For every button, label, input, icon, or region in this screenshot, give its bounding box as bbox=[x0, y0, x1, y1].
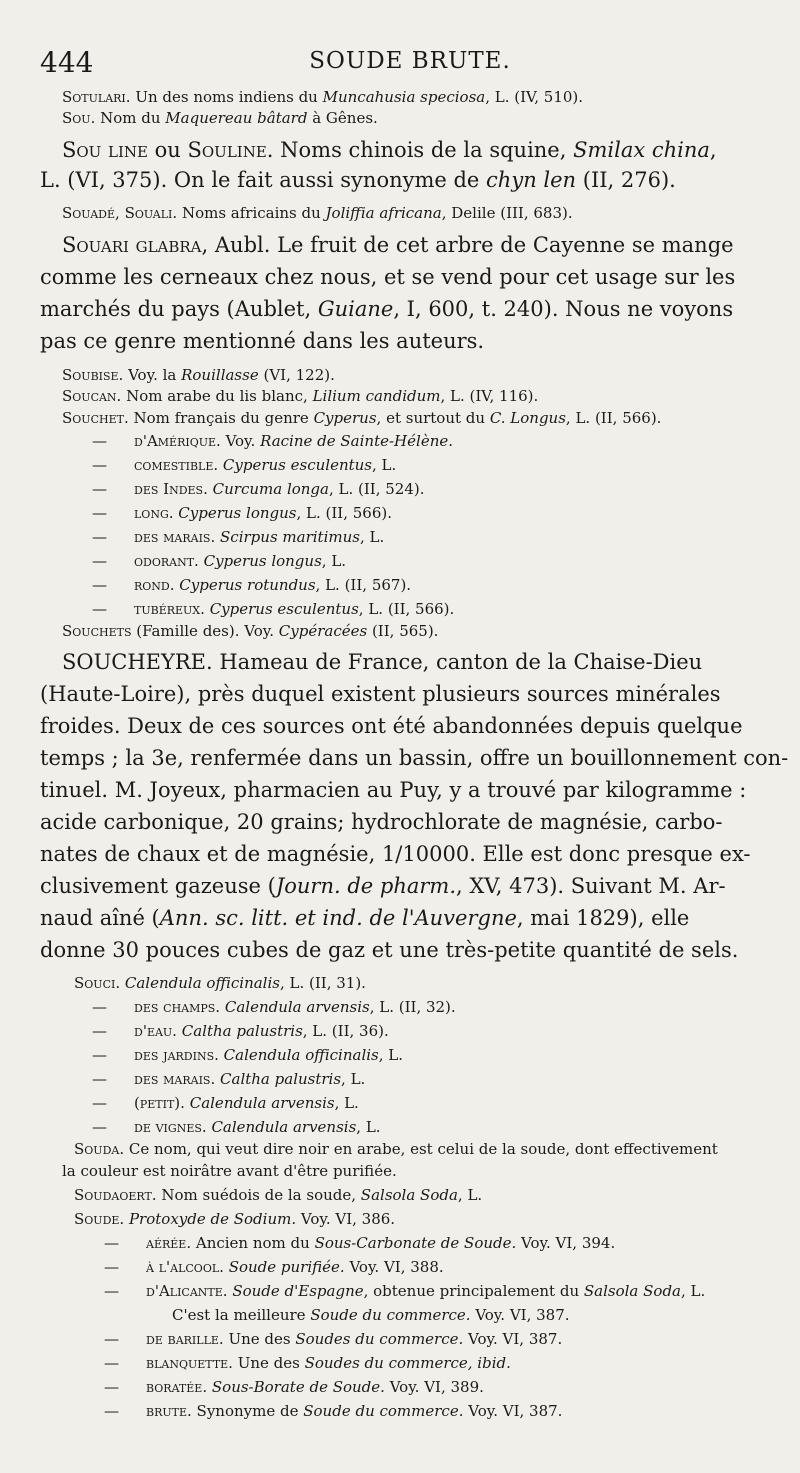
text-line bbox=[40, 682, 800, 706]
text-segment: — bbox=[92, 432, 107, 450]
text-segment: blanquette. bbox=[146, 1354, 233, 1372]
text-segment: temps ; la 3e, renfermée dans un bassin, offre un bouillonnement con- bbox=[40, 746, 789, 770]
text-segment: , Aubl. Le fruit de cet arbre de Cayenne se mange bbox=[201, 233, 734, 257]
text-segment: , L. (II, 31). bbox=[279, 974, 366, 992]
text-segment: — bbox=[92, 552, 107, 570]
text-segment: Voy. VI, 389. bbox=[384, 1378, 484, 1396]
text-line bbox=[74, 1140, 800, 1158]
text-segment: Salsola Soda bbox=[583, 1282, 681, 1300]
text-segment: — bbox=[104, 1282, 119, 1300]
text-segment: (Famille des). Voy. bbox=[131, 622, 279, 640]
text-segment: d'eau. bbox=[134, 1022, 177, 1040]
text-line bbox=[40, 297, 800, 321]
text-line bbox=[92, 576, 800, 594]
text-segment: Journ. de pharm. bbox=[275, 874, 456, 898]
text-segment: — bbox=[92, 1022, 107, 1040]
text-segment: — bbox=[92, 456, 107, 474]
text-segment: , bbox=[115, 204, 125, 222]
text-segment: nates de chaux et de magnésie, 1/10000. Elle est donc presque ex- bbox=[40, 842, 751, 866]
text-segment: Souali. bbox=[124, 204, 178, 222]
text-segment: Sous-Carbonate de Soude. bbox=[314, 1234, 517, 1252]
text-segment: Nom français du genre bbox=[128, 409, 314, 427]
text-segment: tubéreux. bbox=[134, 600, 205, 618]
text-segment: Calendula arvensis bbox=[224, 998, 370, 1016]
text-segment: — bbox=[92, 1118, 107, 1136]
text-line bbox=[104, 1330, 800, 1348]
text-segment: , L. (II, 566). bbox=[565, 409, 662, 427]
text-segment: Souline. bbox=[187, 138, 274, 162]
text-segment: Sou. bbox=[62, 109, 96, 127]
text-segment: Soudes du commerce. bbox=[295, 1330, 464, 1348]
text-segment: — bbox=[104, 1258, 119, 1276]
text-segment: Caltha palustris bbox=[220, 1070, 342, 1088]
text-line bbox=[172, 1306, 800, 1324]
text-segment: , L. bbox=[457, 1186, 483, 1204]
text-segment: Rouillasse bbox=[181, 366, 259, 384]
text-line bbox=[104, 1354, 800, 1372]
text-segment: — bbox=[92, 528, 107, 546]
text-segment: des champs. bbox=[134, 998, 221, 1016]
text-segment: Nom arabe du lis blanc, bbox=[121, 387, 313, 405]
text-line bbox=[74, 1186, 800, 1204]
text-line bbox=[104, 1234, 800, 1252]
text-segment: ou bbox=[147, 138, 188, 162]
text-segment: Muncahusia speciosa bbox=[322, 88, 486, 106]
text-line bbox=[40, 874, 800, 898]
text-segment: — bbox=[92, 576, 107, 594]
text-segment: , L. bbox=[321, 552, 347, 570]
text-segment: Synonyme de bbox=[191, 1402, 304, 1420]
text-segment: des Indes. bbox=[134, 480, 208, 498]
text-segment: (VI, 122). bbox=[258, 366, 335, 384]
text-line bbox=[62, 622, 800, 640]
text-line bbox=[40, 265, 800, 289]
text-segment: , Delile (III, 683). bbox=[441, 204, 573, 222]
text-segment: , mai 1829), elle bbox=[516, 906, 690, 930]
text-segment: , L. (II, 566). bbox=[296, 504, 393, 522]
text-segment: donne 30 pouces cubes de gaz et une très-petite quantité de sels. bbox=[40, 938, 739, 962]
text-line bbox=[92, 1094, 800, 1112]
text-segment: Voy. VI, 387. bbox=[463, 1330, 563, 1348]
text-line bbox=[92, 528, 800, 546]
text-segment: — bbox=[104, 1402, 119, 1420]
text-line bbox=[40, 714, 800, 738]
text-segment: Voy. la bbox=[123, 366, 182, 384]
text-segment: de barille. bbox=[146, 1330, 224, 1348]
text-segment: Voy. VI, 394. bbox=[516, 1234, 616, 1252]
text-segment: , L. bbox=[341, 1070, 366, 1088]
text-segment: , I, 600, t. 240). Nous ne voyons bbox=[393, 297, 734, 321]
text-segment: , L. bbox=[372, 456, 397, 474]
text-segment: Voy. VI, 386. bbox=[296, 1210, 396, 1228]
text-segment: (Haute-Loire), près duquel existent plusieurs sources minérales bbox=[40, 682, 721, 706]
text-segment: Cyperus longus bbox=[203, 552, 322, 570]
text-segment: , bbox=[709, 138, 717, 162]
text-segment: — bbox=[104, 1330, 119, 1348]
text-segment: Soudes du commerce, ibid. bbox=[304, 1354, 511, 1372]
text-segment: Souchets bbox=[62, 622, 132, 640]
text-segment: Nom suédois de la soude, bbox=[156, 1186, 361, 1204]
text-segment: Une des bbox=[223, 1330, 296, 1348]
text-segment: la couleur est noirâtre avant d'être purifiée. bbox=[62, 1162, 397, 1180]
text-segment: Cyperus bbox=[313, 409, 377, 427]
text-segment: Racine de Sainte-Hélène. bbox=[260, 432, 453, 450]
page-header bbox=[40, 42, 780, 82]
text-segment: , L. bbox=[681, 1282, 706, 1300]
text-segment: Guiane bbox=[317, 297, 394, 321]
text-segment: Une des bbox=[232, 1354, 305, 1372]
text-segment: tinuel. M. Joyeux, pharmacien au Puy, y a trouvé par kilogramme : bbox=[40, 778, 747, 802]
text-segment: line bbox=[101, 138, 148, 162]
text-segment: Un des noms indiens du bbox=[130, 88, 323, 106]
text-line bbox=[92, 1118, 800, 1136]
text-line bbox=[92, 456, 800, 474]
text-line bbox=[92, 552, 800, 570]
text-segment: clusivement gazeuse ( bbox=[40, 874, 276, 898]
text-segment: naud aîné ( bbox=[40, 906, 160, 930]
text-segment: , XV, 473). Suivant M. Ar- bbox=[456, 874, 726, 898]
text-segment: Cyperus esculentus bbox=[222, 456, 373, 474]
text-segment: L. (VI, 375). On le fait aussi synonyme de bbox=[40, 168, 487, 192]
text-segment: Calendula arvensis bbox=[211, 1118, 357, 1136]
text-segment: rond. bbox=[134, 576, 175, 594]
text-line bbox=[92, 432, 800, 450]
text-line bbox=[62, 1162, 800, 1180]
text-segment: , L. (II, 524). bbox=[328, 480, 425, 498]
text-line bbox=[40, 938, 800, 962]
text-segment: Nom du bbox=[95, 109, 166, 127]
text-segment: — bbox=[92, 998, 107, 1016]
text-segment: des jardins. bbox=[134, 1046, 219, 1064]
text-segment: Lilium candidum bbox=[312, 387, 441, 405]
text-segment: — bbox=[92, 504, 107, 522]
text-segment: Sotulari. bbox=[62, 88, 131, 106]
text-line bbox=[104, 1258, 800, 1276]
text-segment: des marais. bbox=[134, 528, 216, 546]
text-segment: Cyperus longus bbox=[178, 504, 297, 522]
text-line bbox=[104, 1402, 800, 1420]
text-segment: , obtenue principalement du bbox=[363, 1282, 584, 1300]
text-line bbox=[74, 1210, 800, 1228]
text-segment: — bbox=[92, 1094, 107, 1112]
text-segment: Maquereau bâtard bbox=[165, 109, 308, 127]
text-segment: Joliffia africana bbox=[325, 204, 442, 222]
text-segment: Smilax china bbox=[573, 138, 710, 162]
text-segment: — bbox=[92, 600, 107, 618]
text-line bbox=[40, 329, 800, 353]
text-segment: , L. (II, 566). bbox=[358, 600, 455, 618]
text-segment: , L. bbox=[334, 1094, 359, 1112]
text-segment: Scirpus maritimus bbox=[220, 528, 360, 546]
text-line bbox=[40, 746, 800, 770]
text-segment: comme les cerneaux chez nous, et se vend pour cet usage sur les bbox=[40, 265, 736, 289]
text-segment: Soucan. bbox=[62, 387, 122, 405]
text-segment: pas ce genre mentionné dans les auteurs. bbox=[40, 329, 485, 353]
text-segment: , L. (II, 36). bbox=[302, 1022, 389, 1040]
text-segment: Voy. VI, 388. bbox=[344, 1258, 444, 1276]
text-line bbox=[92, 998, 800, 1016]
text-segment: Noms africains du bbox=[177, 204, 326, 222]
text-segment: à l'alcool. bbox=[146, 1258, 224, 1276]
text-line bbox=[62, 88, 800, 106]
text-segment: Souadé bbox=[62, 204, 116, 222]
text-segment: , L. bbox=[359, 528, 385, 546]
text-line bbox=[92, 480, 800, 498]
text-line bbox=[40, 906, 800, 930]
text-segment: Sous-Borate de Soude. bbox=[211, 1378, 385, 1396]
text-segment: , L. bbox=[378, 1046, 404, 1064]
text-segment: Protoxyde de Sodium. bbox=[128, 1210, 297, 1228]
text-segment: — bbox=[92, 1070, 107, 1088]
text-segment: Curcuma longa bbox=[212, 480, 329, 498]
text-segment: Calendula arvensis bbox=[189, 1094, 335, 1112]
text-segment: froides. Deux de ces sources ont été abandonnées depuis quelque bbox=[40, 714, 743, 738]
text-segment: SOUCHEYRE. Hameau de France, canton de la Chaise-Dieu bbox=[62, 650, 703, 674]
text-segment: Ce nom, qui veut dire noir en arabe, est celui de la soude, dont effectivement bbox=[124, 1140, 718, 1158]
text-segment: aérée. bbox=[146, 1234, 192, 1252]
text-segment: chyn len bbox=[486, 168, 577, 192]
text-segment: des marais. bbox=[134, 1070, 216, 1088]
text-segment: , L. (IV, 116). bbox=[440, 387, 539, 405]
text-segment: (II, 276). bbox=[576, 168, 676, 192]
text-segment: Soude d'Espagne bbox=[232, 1282, 364, 1300]
text-segment: (petit). bbox=[134, 1094, 185, 1112]
text-line bbox=[62, 109, 800, 127]
text-segment: , et surtout du bbox=[376, 409, 490, 427]
text-segment: Voy. VI, 387. bbox=[470, 1306, 570, 1324]
text-segment: de vignes. bbox=[134, 1118, 207, 1136]
text-segment: d'Amérique. bbox=[134, 432, 221, 450]
text-line bbox=[62, 204, 800, 222]
text-segment: d'Alicante. bbox=[146, 1282, 228, 1300]
text-segment: boratée. bbox=[146, 1378, 208, 1396]
text-segment: Salsola Soda bbox=[360, 1186, 458, 1204]
text-line bbox=[62, 650, 800, 674]
text-segment: Souci. bbox=[74, 974, 121, 992]
text-segment: Cyperus esculentus bbox=[209, 600, 359, 618]
text-segment: (II, 565). bbox=[367, 622, 439, 640]
text-segment: Soude du commerce. bbox=[303, 1402, 464, 1420]
text-line bbox=[104, 1378, 800, 1396]
text-line bbox=[104, 1282, 800, 1300]
text-segment: — bbox=[92, 1046, 107, 1064]
text-segment: Noms chinois de la squine, bbox=[273, 138, 574, 162]
text-line bbox=[92, 1022, 800, 1040]
text-segment: Calendula officinalis bbox=[223, 1046, 379, 1064]
text-line bbox=[40, 168, 800, 192]
text-segment: Souari glabra bbox=[62, 233, 202, 257]
text-segment: Cypéracées bbox=[278, 622, 368, 640]
text-segment: Soubise. bbox=[62, 366, 124, 384]
text-segment: , L. bbox=[356, 1118, 381, 1136]
text-segment: odorant. bbox=[134, 552, 199, 570]
text-segment: Ancien nom du bbox=[191, 1234, 315, 1252]
text-segment: Soude du commerce. bbox=[310, 1306, 471, 1324]
text-segment: — bbox=[104, 1234, 119, 1252]
text-segment: Souda. bbox=[74, 1140, 125, 1158]
text-segment: — bbox=[92, 480, 107, 498]
text-line bbox=[74, 974, 800, 992]
text-segment: , L. (IV, 510). bbox=[485, 88, 584, 106]
text-segment: Cyperus rotundus bbox=[179, 576, 316, 594]
text-line bbox=[62, 409, 800, 427]
text-segment: Voy. VI, 387. bbox=[463, 1402, 563, 1420]
text-segment: C. Longus bbox=[489, 409, 566, 427]
text-line bbox=[40, 810, 800, 834]
text-line bbox=[62, 366, 800, 384]
text-segment: Soude purifiée. bbox=[228, 1258, 345, 1276]
text-segment: Soudaoert. bbox=[74, 1186, 157, 1204]
text-line bbox=[62, 233, 800, 257]
text-segment: — bbox=[104, 1378, 119, 1396]
text-segment: acide carbonique, 20 grains; hydrochlorate de magnésie, carbo- bbox=[40, 810, 723, 834]
text-segment: marchés du pays (Aublet, bbox=[40, 297, 318, 321]
text-segment: Ann. sc. litt. et ind. de l'Auvergne bbox=[159, 906, 517, 930]
text-segment: brute. bbox=[146, 1402, 192, 1420]
text-segment: à Gênes. bbox=[307, 109, 378, 127]
text-line bbox=[92, 1070, 800, 1088]
text-line bbox=[40, 778, 800, 802]
running-title: SOUDE BRUTE. bbox=[309, 48, 511, 74]
text-line bbox=[92, 1046, 800, 1064]
text-segment: Souchet. bbox=[62, 409, 129, 427]
text-segment: Calendula officinalis bbox=[124, 974, 280, 992]
text-line bbox=[62, 387, 800, 405]
text-segment: long. bbox=[134, 504, 174, 522]
text-segment: — bbox=[104, 1354, 119, 1372]
text-segment: Soude. bbox=[74, 1210, 125, 1228]
text-segment: , L. (II, 32). bbox=[369, 998, 456, 1016]
text-segment: Voy. bbox=[220, 432, 261, 450]
text-segment: Caltha palustris bbox=[181, 1022, 303, 1040]
text-segment: , L. (II, 567). bbox=[315, 576, 412, 594]
text-line bbox=[92, 504, 800, 522]
text-line bbox=[40, 842, 800, 866]
page-number: 444 bbox=[40, 46, 94, 79]
text-line bbox=[62, 138, 800, 162]
text-segment: Sou bbox=[62, 138, 102, 162]
text-segment: C'est la meilleure bbox=[172, 1306, 311, 1324]
text-line bbox=[92, 600, 800, 618]
text-segment: comestible. bbox=[134, 456, 219, 474]
